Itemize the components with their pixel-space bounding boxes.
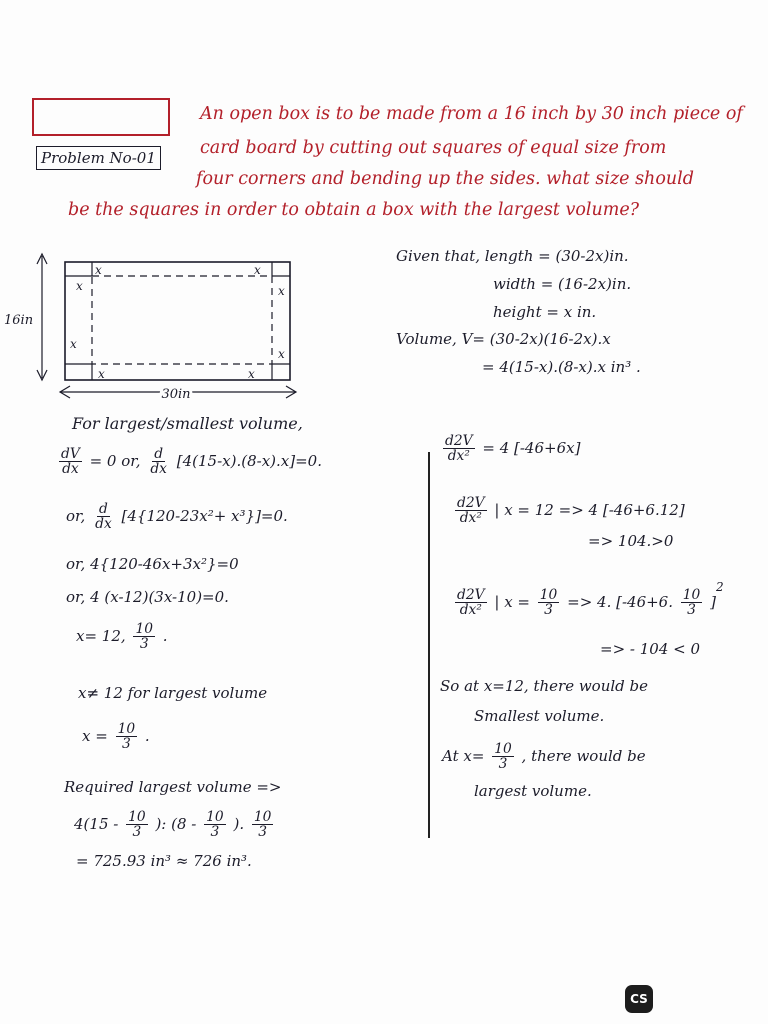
first-derivative-line: $\frac{dV}{dx}$ = 0 or, $\frac{d}{dx}$ [4(15-x).(8-x).x]=0.: [61, 446, 322, 478]
left-heading: For largest/smallest volume,: [72, 414, 303, 433]
problem-label: Problem No-01: [36, 146, 161, 170]
given-volume: Volume, V= (30-2x)(16-2x).x: [396, 330, 611, 348]
svg-text:x: x: [254, 263, 261, 277]
problem-line-4: be the squares in order to obtain a box with the largest volume?: [68, 200, 640, 220]
given-height: height = x in.: [493, 303, 597, 321]
blank-title-box: [32, 98, 170, 136]
volume-result: = 725.93 in³ ≈ 726 in³.: [76, 852, 252, 870]
side-label-16in: 16in: [4, 313, 34, 328]
svg-text:x: x: [98, 367, 105, 381]
conclusion-max: At x= $\frac{10}{3}$ , there would be: [442, 741, 646, 773]
svg-text:x: x: [278, 347, 285, 361]
second-derivative-at-10-3: $\frac{d2V}{\text{dx²}}$ | x = $\frac{10}{3}$ => 4. [-46+6. $\frac{10}{3}$ ]: [457, 587, 716, 619]
volume-calculation: 4(15 - $\frac{10}{3}$ ): (8 - $\frac{10}{3}$ ). $\frac{10}{3}$: [74, 809, 272, 841]
x-equals-10-3: x = $\frac{10}{3}$ .: [82, 721, 150, 753]
result-negative: => - 104 < 0: [600, 640, 701, 658]
conclusion-min-2: Smallest volume.: [474, 707, 605, 725]
problem-line-3: four corners and bending up the sides. what size should: [196, 169, 694, 189]
svg-text:x: x: [95, 263, 102, 277]
roots-line: x= 12, $\frac{10}{3}$ .: [76, 621, 168, 653]
conclusion-min: So at x=12, there would be: [440, 677, 649, 695]
second-derivative-at-12: $\frac{d2V}{\text{dx²}}$ | x = 12 => 4 [-46+6.12]: [457, 495, 685, 527]
column-divider: [428, 452, 430, 838]
reject-12-line: x≠ 12 for largest volume: [78, 684, 268, 702]
camscanner-logo-icon: CS: [625, 985, 653, 1013]
second-derivative-line: $\frac{d2V}{\text{dx²}}$ = 4 [-46+6x]: [445, 433, 581, 465]
result-positive: => 104.>0: [588, 532, 674, 550]
cancel-mark-2: 2: [716, 580, 724, 594]
svg-text:x: x: [278, 284, 285, 298]
svg-text:x: x: [248, 367, 255, 381]
bottom-label-30in: 30in: [161, 387, 191, 402]
derivative-line-3: or, 4{120-46x+3x²}=0: [66, 555, 239, 573]
given-volume-expanded: = 4(15-x).(8-x).x in³ .: [482, 358, 641, 376]
given-width: width = (16-2x)in.: [493, 275, 632, 293]
given-length: Given that, length = (30-2x)in.: [396, 247, 629, 265]
problem-line-2: card board by cutting out squares of equal size from: [200, 138, 667, 158]
cardboard-diagram: [0, 240, 330, 410]
derivative-line-2: or, $\frac{d}{dx}$ [4{120-23x²+ x³}]=0.: [66, 501, 288, 533]
svg-text:x: x: [76, 279, 83, 293]
conclusion-max-2: largest volume.: [474, 782, 592, 800]
factored-line: or, 4 (x-12)(3x-10)=0.: [66, 588, 229, 606]
svg-text:x: x: [70, 337, 77, 351]
problem-line-1: An open box is to be made from a 16 inch by 30 inch piece of: [200, 104, 743, 124]
required-volume-heading: Required largest volume =>: [64, 778, 282, 796]
